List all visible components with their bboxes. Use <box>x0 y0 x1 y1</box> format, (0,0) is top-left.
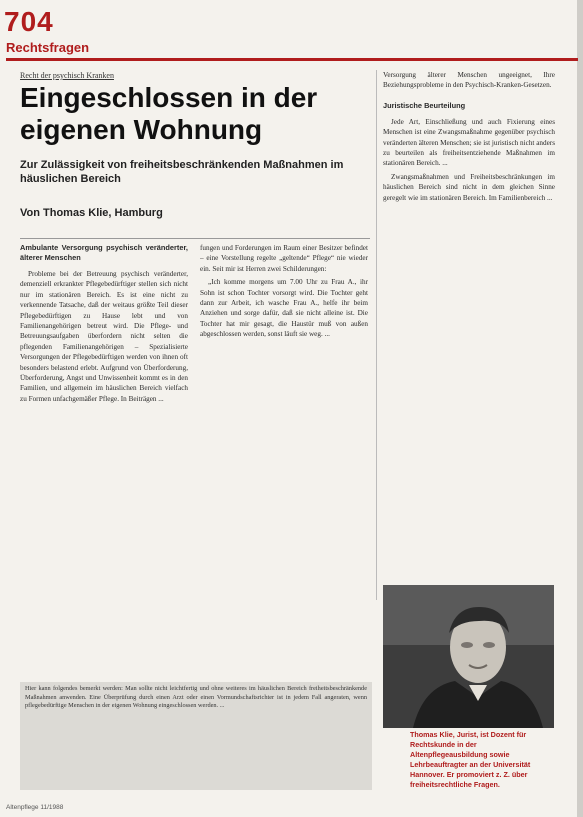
column-heading: Juristische Beurteilung <box>383 100 466 110</box>
author-photo <box>383 585 554 728</box>
paragraph: Jede Art, Einschließung und auch Fixierung eines Menschen ist eine Zwangsmaßnahme gegenüber psychisch veränderten älteren Menschen; sie ist juristisch nicht anders zu beurteilen als freiheitsentziehende Maßnahmen im stationären Bereich. ... <box>383 117 555 168</box>
kicker: Recht der psychisch Kranken <box>20 71 114 80</box>
info-box-text: Hier kann folgendes bemerkt werden: Man sollte nicht leichtfertig und ohne weiteres im häuslichen Bereich freiheitsbeschränkende Maßnahmen anwenden. Eine Überprüfung durch einen Arzt oder einen Vormundschaftsrichter ist in jedem Fall angeraten, wenn pflegebedürftige Menschen in der eigenen Wohnung eingeschlossen werden. ... <box>25 685 367 710</box>
page-edge <box>577 0 583 817</box>
text-column-3 <box>383 70 555 575</box>
paragraph: Zwangsmaßnahmen und Freiheitsbeschränkungen im häuslichen Bereich sind nicht in dem gleichen Sinne geregelt wie im stationären Bereich. Im Familienbereich ... <box>383 172 555 202</box>
paragraph: Versorgung älterer Menschen ungeeignet, Ihre Beziehungsprobleme in den Psychisch-Kranken-Gesetzen. <box>383 71 555 90</box>
text-column-2 <box>200 243 368 681</box>
author-portrait-icon <box>383 585 554 728</box>
section-label: Rechtsfragen <box>6 40 90 55</box>
photo-caption: Thomas Klie, Jurist, ist Dozent für Rechtskunde in der Altenpflegeausbildung sowie Lehrbeauftragter an der Universität Hannover. Er promoviert z. Z. über freiheitsrechtliche Fragen. <box>410 730 531 789</box>
column-heading: Ambulante Versorgung psychisch veränderter, älterer Menschen <box>20 243 188 262</box>
column-rule <box>20 238 370 239</box>
paragraph: fungen und Forderungen im Raum einer Besitzer befindet – eine Vorstellung regelte „geltende“ Pflege“ nie wieder ein. Seit mir ist Herren zwei Schilderungen: <box>200 244 368 273</box>
author-byline: Von Thomas Klie, Hamburg <box>20 207 163 219</box>
page-number: 704 <box>4 6 54 37</box>
paragraph: Probleme bei der Betreuung psychisch veränderter, demenziell erkrankter Pflegebedürftiger stellen sich nicht nur im stationären Bereich. Es ist eine nicht zu verkennende Tatsache, daß der weitaus größte Teil dieser Pflegebedürftigen zu Hause lebt und von Familienangehörigen betreut wird. Die Pflege- und Betreuungsaufgaben überfordern nicht selten die pflegenden Familienangehörigen – Spezialisierte Versorgungen der Pflegebedürftigen werden von ihnen oft besonders belastend erlebt. Aufgrund von Überforderung, Überforderung, Angst und Unwissenheit kommt es in den Familien, und allgemein im häuslichen Bereich vielfach zu Formen unfachgemäßer Pflege. In Beiträgen ... <box>20 270 188 403</box>
paragraph: „Ich komme morgens um 7.00 Uhr zu Frau A., ihr Sohn ist schon Tochter vorsorgt wird. Die Tochter geht dann zur Arbeit, ich wasche Frau A., helfe ihr beim Anziehen und sorge dafür, daß sie nicht alleine ist. Die Tochter hat mir gesagt, die Haustür muß von außen abgeschlossen werden, sonst läuft sie weg. ... <box>200 278 368 339</box>
text-column-1 <box>20 243 188 681</box>
info-box <box>20 682 372 790</box>
column-divider <box>376 70 377 600</box>
footer: Altenpflege 11/1988 <box>6 804 64 811</box>
subtitle: Zur Zulässigkeit von freiheitsbeschränkenden Maßnahmen im häuslichen Bereich <box>20 159 344 185</box>
section-divider <box>6 40 578 61</box>
headline: Eingeschlossen in der eigenen Wohnung <box>20 82 318 145</box>
